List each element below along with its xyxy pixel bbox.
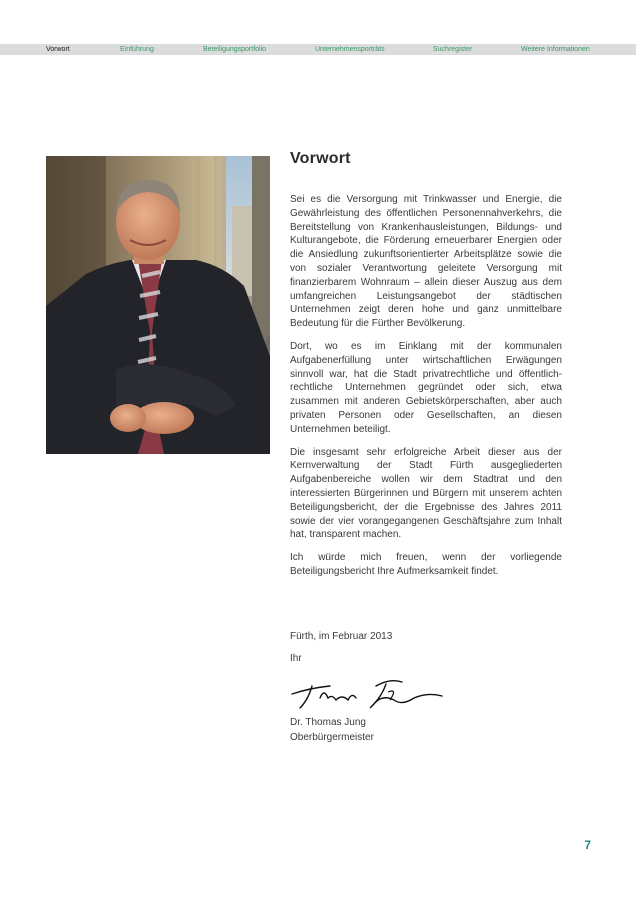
page-number: 7	[584, 838, 591, 852]
nav-item-beteiligungsportfolio[interactable]: Beteiligungsportfolio	[203, 46, 267, 53]
nav-item-vorwort[interactable]: Vorwort	[46, 46, 70, 53]
nav-item-unternehmensportraets[interactable]: Unternehmensporträts	[315, 46, 385, 53]
place-date: Fürth, im Februar 2013	[290, 631, 393, 642]
page-title: Vorwort	[290, 150, 351, 167]
top-navigation	[0, 44, 636, 55]
portrait-photo	[46, 156, 270, 454]
nav-item-einfuehrung[interactable]: Einführung	[120, 46, 154, 53]
nav-item-suchregister[interactable]: Suchregister	[433, 46, 473, 53]
paragraph: Sei es die Versorgung mit Trinkwasser und Energie, die Gewährleistung des öffentlichen Personennahverkehrs, die Bereitstellung von Krankenhausleistungen, Bildungs- und Kulturangebote, die Förderung erneuerbarer Energien oder die Ansiedlung zukunftsorientierter Arbeitsplätze sowie die von sozialer Verantwortung geleitete Versorgung mit finanzierbarem Wohnraum – allein dieser Auszug aus dem umfangreichen Leistungsangebot der städtischen Unternehmen zeigt deren hohe und ganz unmittelbare Bedeutung für die Fürther Bevölkerung.	[290, 194, 562, 330]
foreword-body	[290, 193, 562, 588]
paragraph: Die insgesamt sehr erfolgreiche Arbeit dieser aus der Kernverwaltung der Stadt Fürth ausgegliederten Aufgabenbereiche wollen wir dem Stadtrat und den interessierten Bürgerinnen und Bürgern mit unserem achten Beteiligungsbericht, der die Ergebnisse des Jahres 2011 sowie der vier vorangegangenen Geschäftsjahre zum Inhalt hat, transparent machen.	[290, 446, 562, 541]
salutation: Ihr	[290, 653, 302, 664]
paragraph: Dort, wo es im Einklang mit der kommunalen Aufgabenerfüllung unter wirtschaftlichen Erwägungen sinnvoll war, hat die Stadt privatrechtliche und öffentlich-rechtliche Unternehmen gegründet oder sich, etwa zusammen mit anderen Gebietskörperschaften, aber auch privaten Personen oder Gesellschaften, an diesen Unternehmen beteiligt.	[290, 340, 562, 435]
signature	[290, 674, 445, 712]
nav-item-weitere-informationen[interactable]: Weitere Informationen	[521, 46, 590, 53]
signer-title: Oberbürgermeister	[290, 732, 374, 743]
signer-name: Dr. Thomas Jung	[290, 717, 366, 728]
paragraph: Ich würde mich freuen, wenn der vorliegende Beteiligungsbericht Ihre Aufmerksamkeit findet.	[290, 552, 562, 577]
